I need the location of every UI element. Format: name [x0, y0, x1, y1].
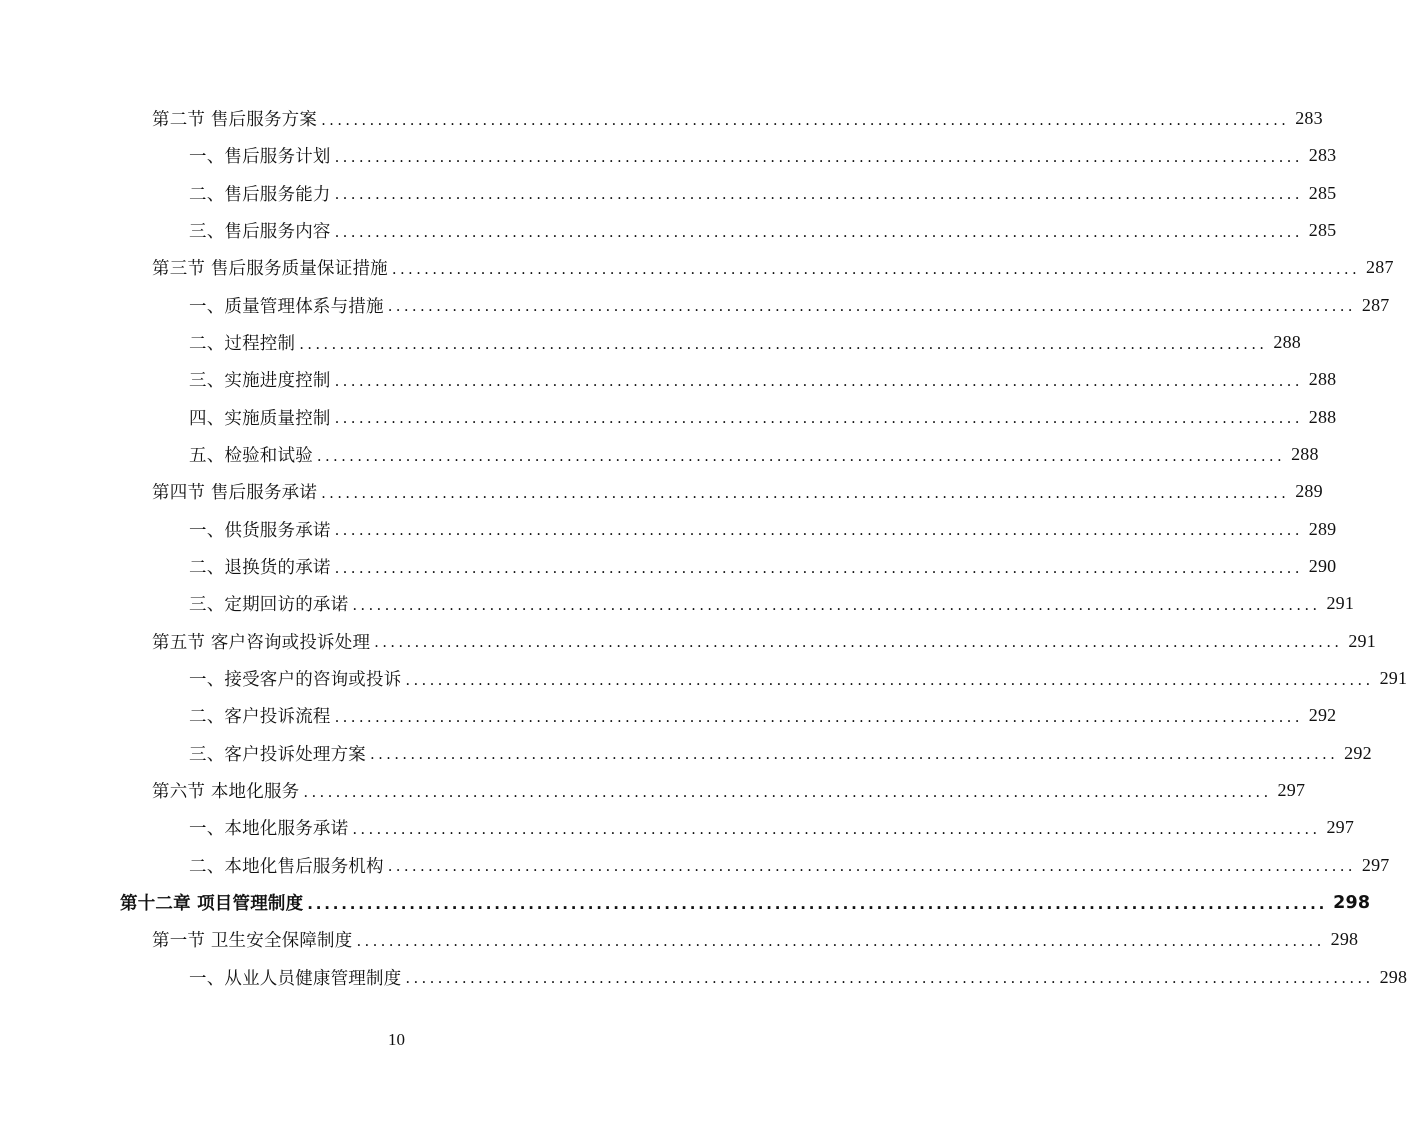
toc-leader-dots: ........................................................................................................................ — [352, 819, 1321, 838]
toc-entry-item[interactable] — [189, 361, 1337, 398]
toc-entry-label: 第四节 售后服务承诺 — [152, 483, 318, 504]
toc-entry-page: 288 — [1273, 332, 1301, 353]
toc-entry-page: 289 — [1308, 518, 1337, 539]
toc-entry-label: 二、过程控制 — [189, 334, 296, 355]
toc-entry-page: 285 — [1308, 220, 1337, 241]
toc-entry-label: 三、实施进度控制 — [189, 371, 331, 392]
toc-leader-dots: ........................................................................................................................ — [334, 371, 1303, 390]
toc-entry-item[interactable] — [189, 585, 1355, 622]
toc-entry-label: 第一节 卫生安全保障制度 — [152, 931, 353, 952]
toc-leader-dots: ........................................................................................................................ — [334, 409, 1303, 428]
toc-entry-item[interactable] — [189, 809, 1355, 846]
toc-entry-section[interactable] — [152, 921, 1359, 958]
toc-entry-item[interactable] — [189, 137, 1337, 174]
toc-entry-page: 291 — [1379, 668, 1407, 689]
toc-entry-page: 291 — [1348, 630, 1376, 651]
toc-entry-item[interactable] — [189, 548, 1337, 585]
toc-entry-page: 297 — [1361, 854, 1390, 875]
toc-entry-label: 三、定期回访的承诺 — [189, 595, 349, 616]
toc-entry-chapter[interactable] — [120, 884, 1371, 921]
toc-entry-item[interactable] — [189, 324, 1301, 361]
table-of-contents — [0, 100, 1407, 996]
toc-entry-page: 297 — [1326, 817, 1355, 838]
toc-entry-label: 五、检验和试验 — [189, 446, 313, 467]
toc-leader-dots: ........................................................................................................................ — [356, 931, 1325, 950]
toc-leader-dots: ........................................................................................................................ — [405, 670, 1374, 689]
toc-entry-label: 一、从业人员健康管理制度 — [189, 968, 402, 989]
toc-entry-item[interactable] — [189, 660, 1407, 697]
toc-entry-label: 一、接受客户的咨询或投诉 — [189, 670, 402, 691]
toc-entry-page: 287 — [1361, 294, 1390, 315]
toc-leader-dots: ........................................................................................................................ — [303, 782, 1272, 801]
toc-entry-page: 288 — [1308, 369, 1337, 390]
toc-entry-page: 289 — [1295, 481, 1323, 502]
toc-entry-page: 285 — [1308, 182, 1337, 203]
toc-leader-dots: ........................................................................................................................ — [316, 446, 1286, 465]
toc-entry-item[interactable] — [189, 511, 1337, 548]
toc-leader-dots: ........................................................................................................................ — [334, 707, 1303, 726]
toc-entry-label: 二、客户投诉流程 — [189, 707, 331, 728]
toc-entry-label: 第三节 售后服务质量保证措施 — [152, 259, 388, 280]
toc-entry-page: 291 — [1326, 593, 1355, 614]
toc-entry-item[interactable] — [189, 212, 1337, 249]
toc-leader-dots: ........................................................................................................................ — [307, 894, 1328, 913]
toc-leader-dots: ........................................................................................................................ — [387, 857, 1356, 876]
toc-entry-label: 第五节 客户咨询或投诉处理 — [152, 632, 371, 653]
toc-entry-section[interactable] — [152, 249, 1394, 286]
toc-entry-label: 一、供货服务承诺 — [189, 520, 331, 541]
toc-entry-label: 三、售后服务内容 — [189, 222, 331, 243]
toc-entry-page: 297 — [1277, 780, 1306, 801]
toc-entry-label: 四、实施质量控制 — [189, 408, 331, 429]
toc-entry-label: 第二节 售后服务方案 — [152, 110, 318, 131]
toc-leader-dots: ........................................................................................................................ — [391, 259, 1361, 278]
toc-leader-dots: ........................................................................................................................ — [334, 521, 1303, 540]
toc-leader-dots: ........................................................................................................................ — [334, 185, 1303, 204]
toc-leader-dots: ........................................................................................................................ — [321, 483, 1290, 502]
toc-entry-label: 二、售后服务能力 — [189, 184, 331, 205]
toc-entry-item[interactable] — [189, 436, 1319, 473]
page-number: 10 — [388, 1030, 405, 1049]
toc-entry-label: 一、售后服务计划 — [189, 147, 331, 168]
toc-leader-dots: ........................................................................................................................ — [299, 334, 1268, 353]
toc-leader-dots: ........................................................................................................................ — [352, 595, 1321, 614]
toc-leader-dots: ........................................................................................................................ — [370, 745, 1339, 764]
toc-entry-item[interactable] — [189, 175, 1337, 212]
toc-leader-dots: ........................................................................................................................ — [334, 222, 1303, 241]
toc-entry-item[interactable] — [189, 697, 1337, 734]
toc-entry-section[interactable] — [152, 623, 1376, 660]
toc-entry-section[interactable] — [152, 772, 1306, 809]
toc-entry-page: 288 — [1308, 406, 1337, 427]
toc-leader-dots: ........................................................................................................................ — [334, 558, 1303, 577]
toc-entry-page: 292 — [1344, 742, 1372, 763]
toc-entry-section[interactable] — [152, 473, 1323, 510]
toc-leader-dots: ........................................................................................................................ — [387, 297, 1356, 316]
toc-entry-label: 第六节 本地化服务 — [152, 782, 300, 803]
toc-entry-item[interactable] — [189, 399, 1337, 436]
toc-entry-item[interactable] — [189, 287, 1390, 324]
toc-entry-label: 二、本地化售后服务机构 — [189, 856, 384, 877]
toc-entry-label: 第十二章 项目管理制度 — [120, 894, 304, 915]
toc-leader-dots: ........................................................................................................................ — [334, 147, 1303, 166]
toc-entry-page: 287 — [1366, 257, 1394, 278]
toc-entry-item[interactable] — [189, 847, 1390, 884]
toc-leader-dots: ........................................................................................................................ — [321, 110, 1290, 129]
toc-entry-label: 一、质量管理体系与措施 — [189, 296, 384, 317]
toc-entry-page: 298 — [1330, 929, 1359, 950]
toc-entry-label: 三、客户投诉处理方案 — [189, 744, 366, 765]
toc-entry-section[interactable] — [152, 100, 1323, 137]
toc-leader-dots: ........................................................................................................................ — [405, 969, 1374, 988]
toc-entry-label: 二、退换货的承诺 — [189, 558, 331, 579]
toc-entry-page: 283 — [1295, 108, 1323, 129]
toc-leader-dots: ........................................................................................................................ — [374, 633, 1343, 652]
toc-entry-label: 一、本地化服务承诺 — [189, 819, 349, 840]
toc-entry-page: 288 — [1291, 444, 1319, 465]
toc-entry-item[interactable] — [189, 959, 1407, 996]
toc-entry-page: 292 — [1308, 705, 1337, 726]
toc-entry-page: 290 — [1308, 556, 1337, 577]
toc-entry-page: 298 — [1333, 892, 1371, 913]
toc-entry-item[interactable] — [189, 735, 1372, 772]
toc-entry-page: 283 — [1308, 145, 1337, 166]
toc-entry-page: 298 — [1379, 966, 1407, 987]
